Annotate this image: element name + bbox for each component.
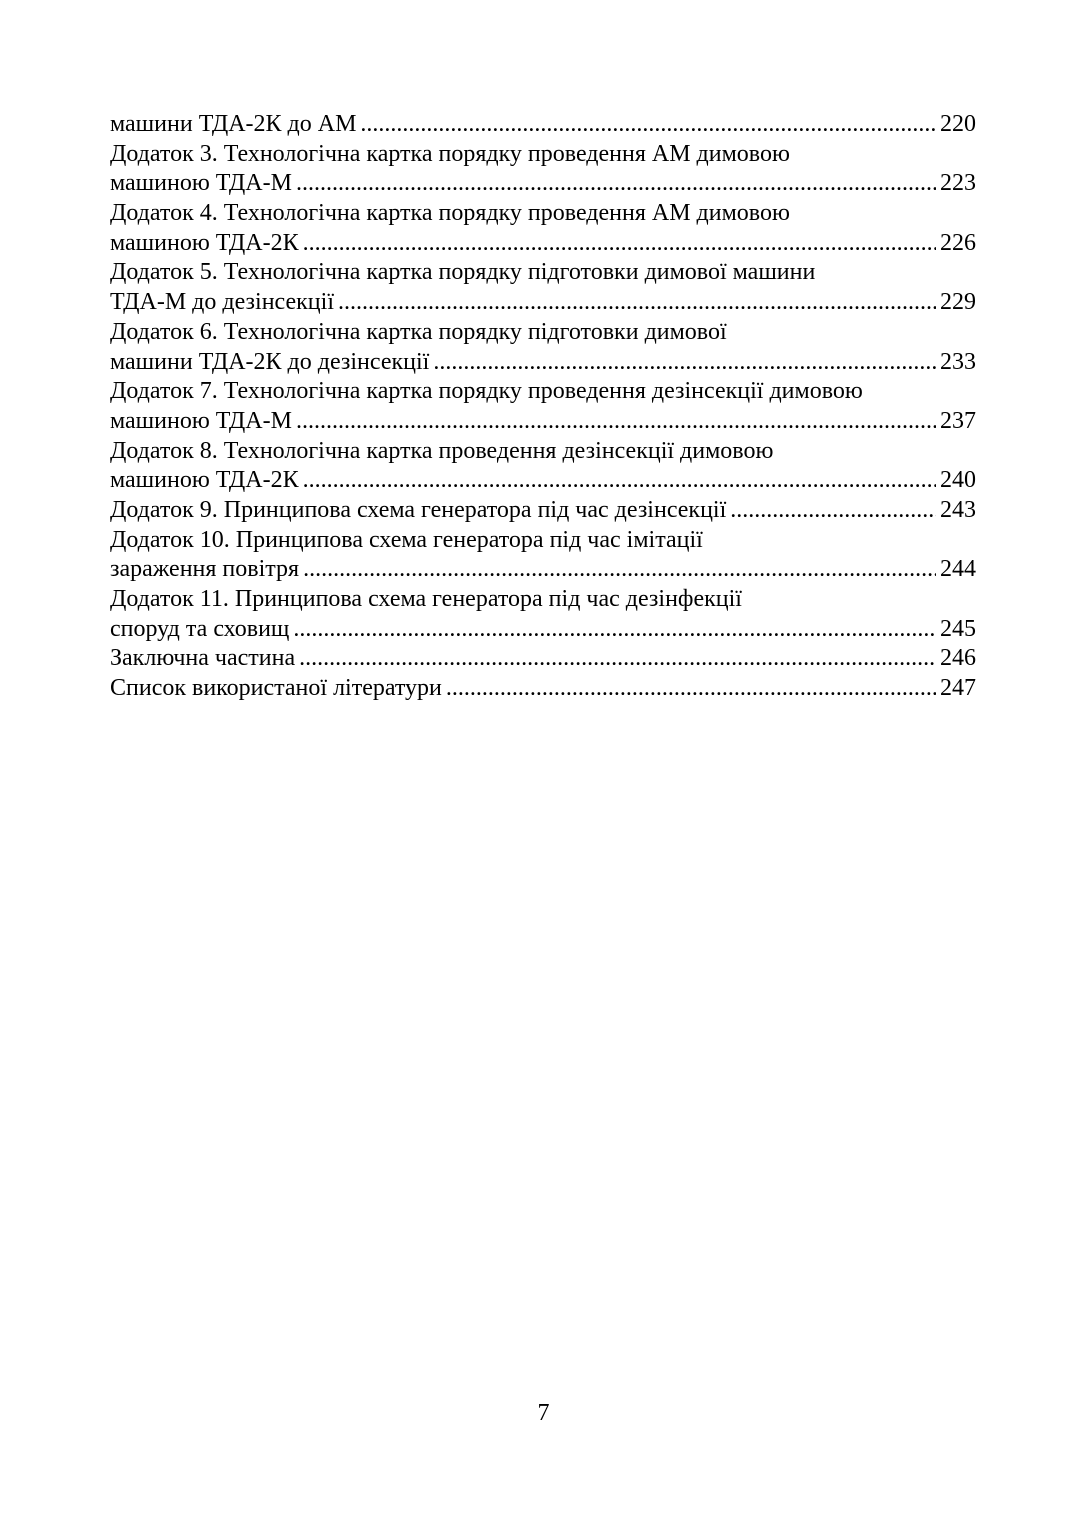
toc-line	[110, 288, 976, 318]
toc-dot-leader	[730, 496, 936, 526]
toc-dot-leader	[303, 555, 936, 585]
table-of-contents	[110, 110, 976, 704]
toc-page-number: 226	[940, 229, 976, 256]
toc-line	[110, 585, 976, 615]
toc-line	[110, 555, 976, 585]
toc-page-number: 223	[940, 170, 976, 197]
toc-page-number: 237	[940, 407, 976, 434]
toc-dot-leader	[433, 348, 936, 378]
toc-page-number: 247	[940, 675, 976, 702]
toc-dot-leader	[303, 229, 936, 259]
toc-dot-leader	[296, 169, 936, 199]
toc-line	[110, 229, 976, 259]
toc-dot-leader	[299, 644, 936, 674]
toc-entry-text: машини ТДА-2К до АМ	[110, 111, 357, 137]
toc-entry-text: Додаток 3. Технологічна картка порядку проведення АМ димовою	[110, 140, 790, 167]
toc-line	[110, 407, 976, 437]
toc-entry-text: Додаток 11. Принципова схема генератора під час дезінфекції	[110, 586, 742, 612]
toc-entry-text: машиною ТДА-М	[110, 170, 292, 197]
toc-entry-text: Додаток 7. Технологічна картка порядку проведення дезінсекції димовою	[110, 378, 863, 405]
toc-dot-leader	[360, 110, 936, 140]
toc-page-number: 229	[940, 289, 976, 316]
toc-page-number: 245	[940, 615, 976, 642]
toc-entry-text: Список використаної літератури	[110, 675, 442, 702]
toc-line	[110, 199, 976, 229]
toc-line	[110, 140, 976, 170]
toc-line	[110, 377, 976, 407]
toc-dot-leader	[293, 615, 936, 645]
toc-line	[110, 110, 976, 140]
toc-entry-text: зараження повітря	[110, 556, 300, 583]
toc-entry-text: Додаток 6. Технологічна картка порядку підготовки димової	[110, 318, 727, 345]
toc-dot-leader	[303, 466, 936, 496]
toc-page-number: 244	[940, 556, 976, 583]
toc-entry-text: Додаток 9. Принципова схема генератора під час дезінсекції	[110, 496, 727, 523]
toc-entry-text: машиною ТДА-2К	[110, 229, 299, 256]
toc-page-number: 233	[940, 348, 976, 375]
toc-line	[110, 674, 976, 704]
toc-dot-leader	[296, 407, 936, 437]
toc-page-number: 240	[940, 467, 976, 494]
toc-dot-leader	[338, 288, 936, 318]
toc-entry-text: Додаток 8. Технологічна картка проведення дезінсекції димовою	[110, 437, 774, 464]
toc-line	[110, 615, 976, 645]
toc-line	[110, 496, 976, 526]
toc-entry-text: машиною ТДА-2К	[110, 467, 299, 494]
toc-line	[110, 466, 976, 496]
toc-page-number: 246	[940, 645, 976, 672]
toc-entry-text: Заключна частина	[110, 645, 296, 672]
toc-entry-text: ТДА-М до дезінсекції	[110, 289, 334, 316]
toc-entry-text: споруд та сховищ	[110, 615, 290, 642]
toc-line	[110, 526, 976, 556]
toc-line	[110, 437, 976, 467]
toc-entry-text: машиною ТДА-М	[110, 407, 292, 434]
toc-line	[110, 318, 976, 348]
toc-page-number: 243	[940, 496, 976, 523]
toc-entry-text: Додаток 5. Технологічна картка порядку підготовки димової машини	[110, 259, 816, 286]
toc-entry-text: Додаток 4. Технологічна картка порядку проведення АМ димовою	[110, 200, 790, 227]
toc-line	[110, 169, 976, 199]
toc-page-number: 220	[940, 111, 976, 137]
toc-entry-text: машини ТДА-2К до дезінсекції	[110, 348, 430, 375]
toc-line	[110, 258, 976, 288]
toc-line	[110, 644, 976, 674]
toc-entry-text: Додаток 10. Принципова схема генератора під час імітації	[110, 526, 703, 553]
page-number: 7	[537, 1400, 550, 1426]
toc-dot-leader	[446, 674, 936, 704]
toc-line	[110, 348, 976, 378]
